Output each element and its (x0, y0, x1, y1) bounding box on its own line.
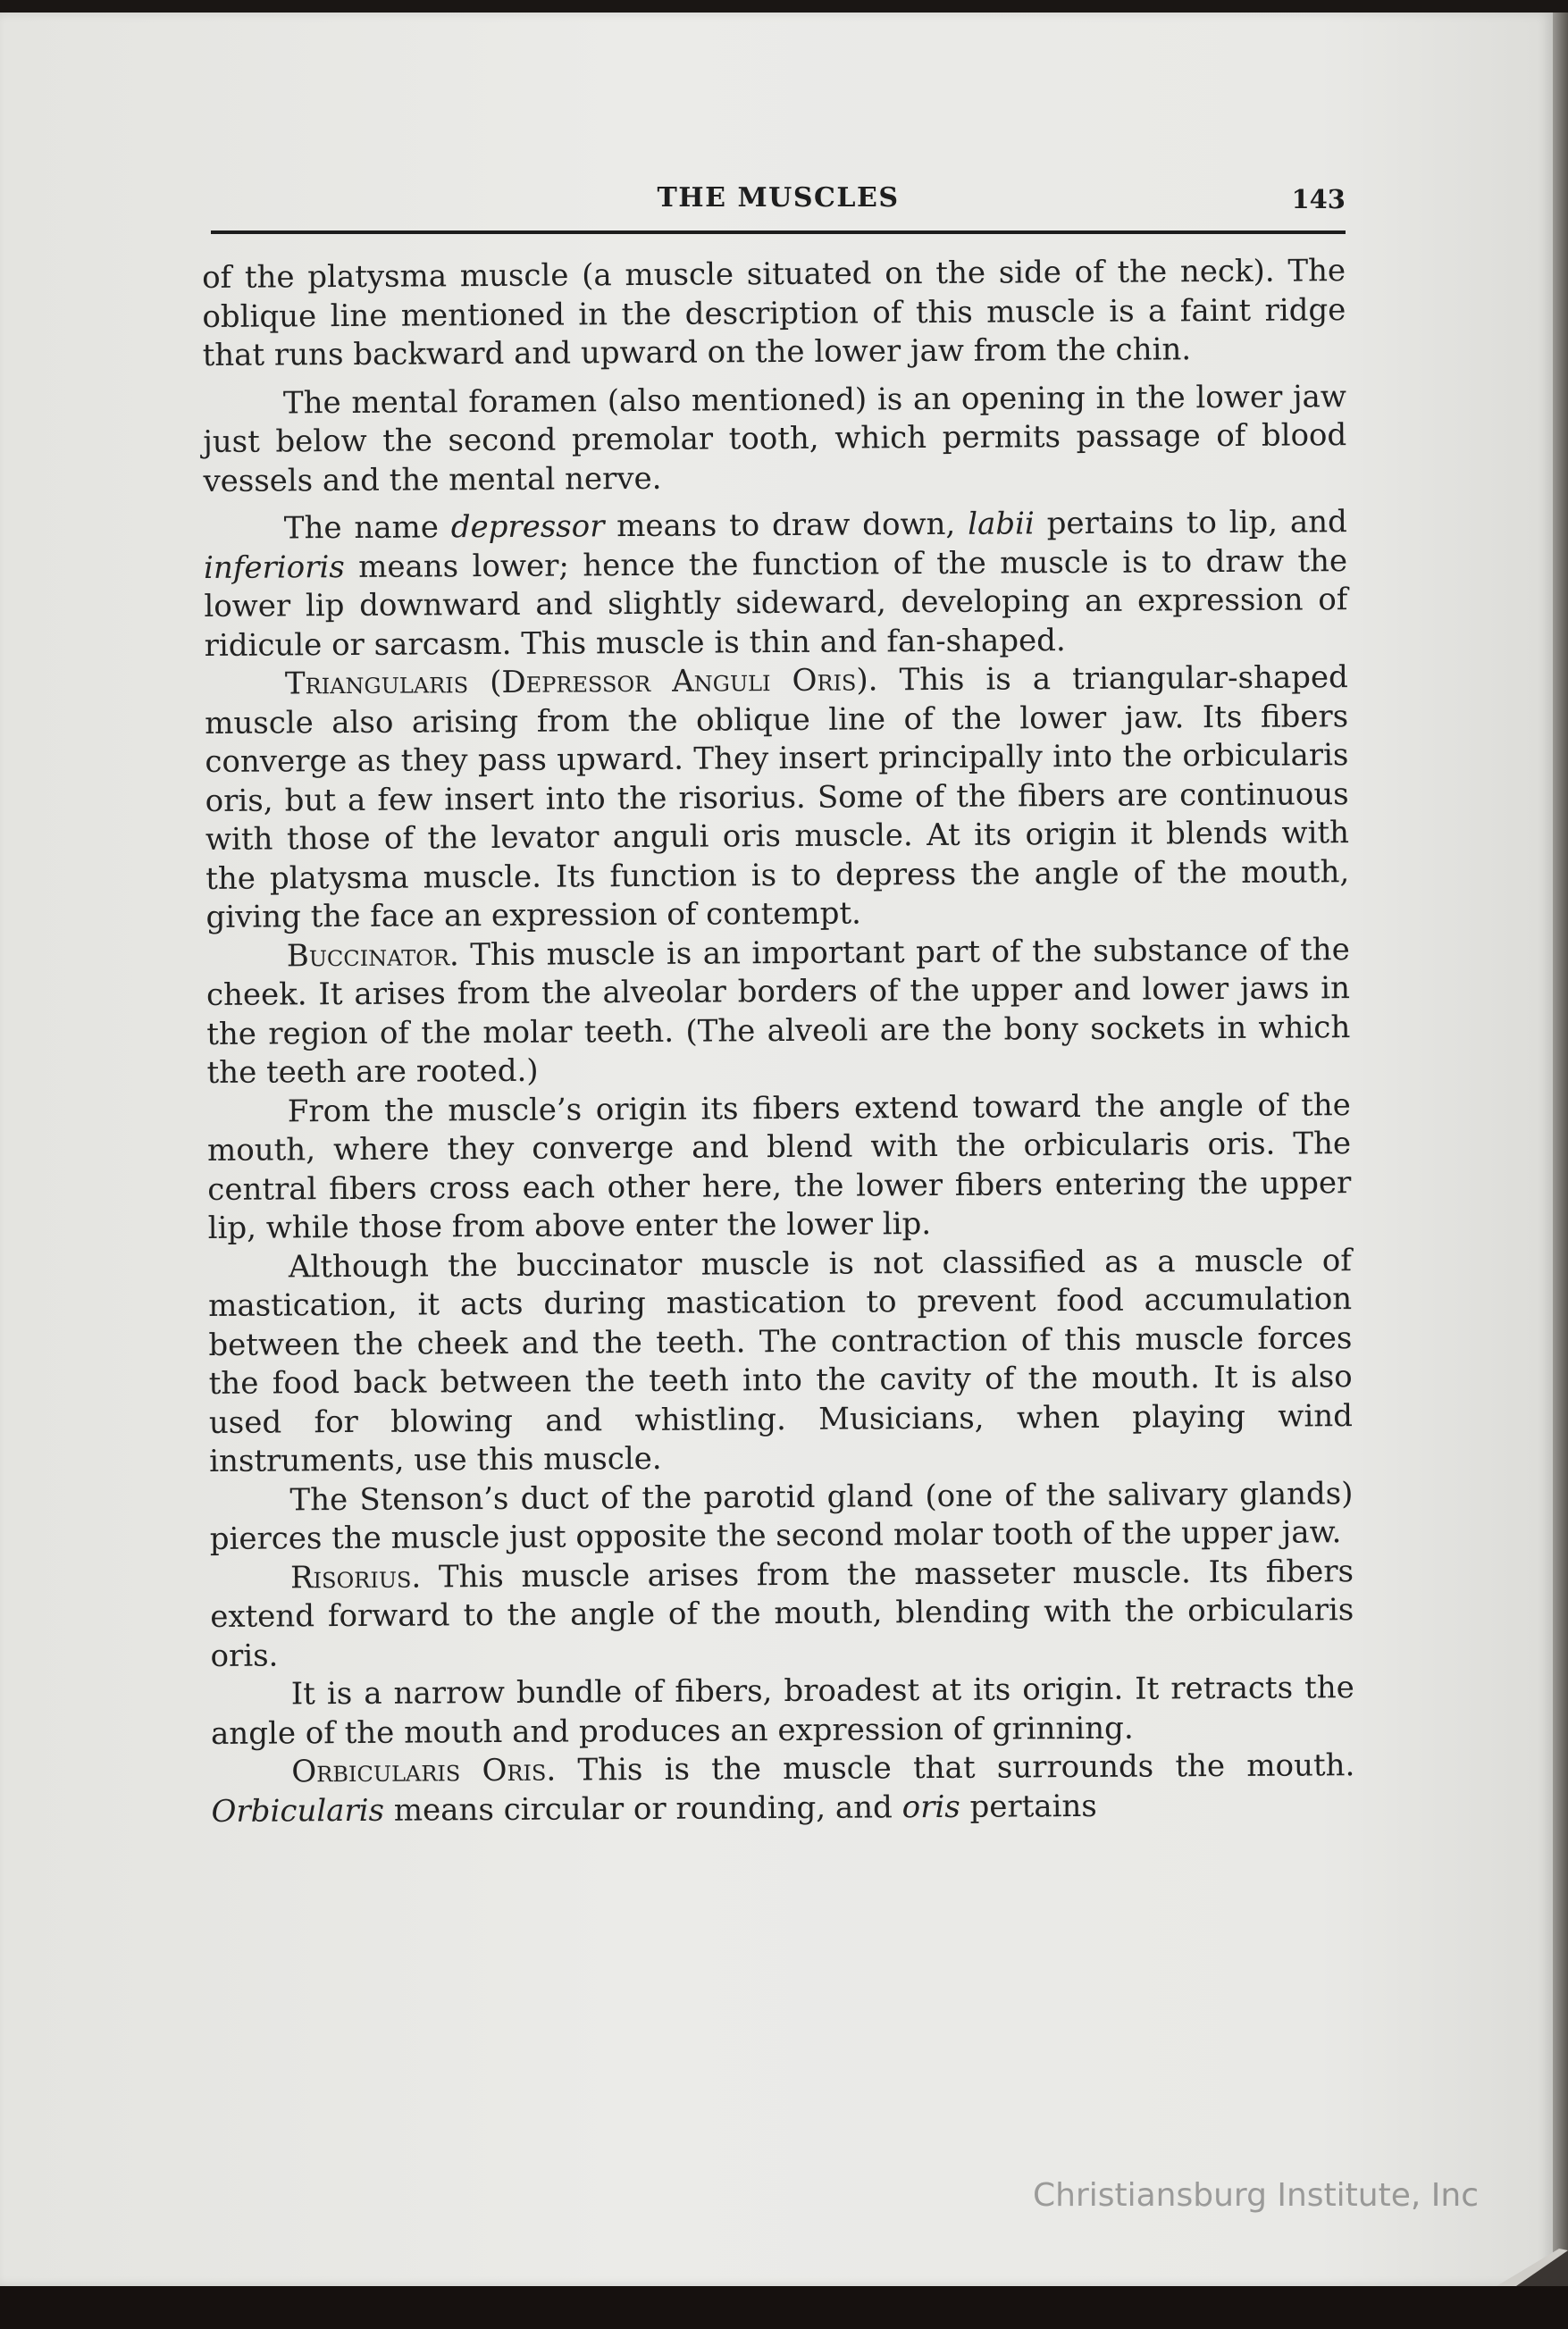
paragraph-1: of the platysma muscle (a muscle situated on the side of the neck). The oblique line mentioned in the description of this muscle is a faint ridge that runs backward and upward on the lower jaw from the chin. (202, 253, 1346, 373)
page-header (211, 179, 1346, 234)
paragraph-triangularis-body: This is a triangular-shaped muscle also arising from the oblique line of the lower jaw. Its fibers converge as they pass upward. They insert principally into the orbicularis oris, but a few insert into the risorius. Some of the fibers are continuous with those of the levator anguli oris muscle. At its origin it blends with the platysma muscle. Its function is to depress the angle of the mouth, giving the face an expression of contempt. (205, 659, 1350, 935)
paragraph-triangularis (205, 658, 1350, 937)
term-depressor: depressor (450, 508, 605, 546)
paragraph-orbicularis-text: This is the muscle that surrounds the mouth. (556, 1747, 1355, 1789)
page-edge (1553, 13, 1568, 2286)
paragraph-7: Although the buccinator muscle is not classified as a muscle of mastication, it acts during mastication to prevent food accumulation between the cheek and the teeth. The contraction of this muscle forces the food back between the teeth into the cavity of the mouth. It is also used for blowing and whistling. Musicians, when playing wind instruments, use this muscle. (208, 1242, 1354, 1479)
paragraph-8: The Stenson’s duct of the parotid gland (one of the salivary glands) pierces the muscle just opposite the second molar tooth of the upper jaw. (209, 1475, 1354, 1557)
page-corner-curl (1461, 2224, 1568, 2286)
section-heading-buccinator: Buccinator. (286, 936, 459, 974)
paragraph-orbicularis-text: pertains (960, 1788, 1097, 1825)
running-head: THE MUSCLES (657, 182, 900, 214)
page-number: 143 (1291, 184, 1346, 214)
section-heading-triangularis: Triangularis (Depressor Anguli Oris). (284, 662, 878, 702)
paragraph-3-text: The name (283, 509, 451, 547)
term-labii: labii (968, 506, 1035, 542)
watermark: Christiansburg Institute, Inc (1032, 2177, 1479, 2214)
paragraph-buccinator (206, 931, 1351, 1093)
paragraph-3-text: means to draw down, (604, 506, 968, 545)
paragraph-3-text: pertains to lip, and (1034, 504, 1347, 542)
paragraph-6: From the muscle’s origin its fibers extend toward the angle of the mouth, where they converge and blend with the orbicularis oris. The central fibers cross each other here, the lower fibers entering the upper lip, while those from above enter the lower lip. (206, 1086, 1352, 1246)
paragraph-3-text: means lower; hence the function of the muscle is to draw the lower lip downward and slightly sideward, developing an expression of ridicule or sarcasm. This muscle is thin and fan-shaped. (204, 542, 1348, 664)
paragraph-3 (204, 503, 1348, 666)
section-heading-orbicularis: Orbicularis Oris. (291, 1752, 557, 1790)
paragraph-10: It is a narrow bundle of fibers, broadest at its origin. It retracts the angle of the mouth and produces an expression of grinning. (210, 1670, 1354, 1752)
paragraph-2: The mental foramen (also mentioned) is an opening in the lower jaw just below the second premolar tooth, which permits passage of blood vessels and the mental nerve. (203, 378, 1347, 499)
paragraph-risorius-body: This muscle arises from the masseter muscle. Its fibers extend forward to the angle of the mouth, blending with the orbicularis oris. (210, 1553, 1354, 1674)
scan-border (0, 2286, 1568, 2329)
book-page (0, 13, 1553, 2286)
term-oris: oris (901, 1789, 960, 1825)
paragraph-buccinator-body: This muscle is an important part of the substance of the cheek. It arises from the alveolar borders of the upper and lower jaws in the region of the molar teeth. (The alveoli are the bony sockets in which the teeth are rooted.) (205, 931, 1351, 1091)
term-inferioris: inferioris (203, 549, 345, 586)
paragraph-orbicularis (211, 1747, 1355, 1831)
paragraph-orbicularis-text: means circular or rounding, and (383, 1789, 902, 1829)
term-orbicularis: Orbicularis (211, 1792, 385, 1830)
paragraph-risorius (210, 1553, 1354, 1676)
body-text (202, 252, 1355, 1831)
section-heading-risorius: Risorius. (289, 1559, 422, 1596)
